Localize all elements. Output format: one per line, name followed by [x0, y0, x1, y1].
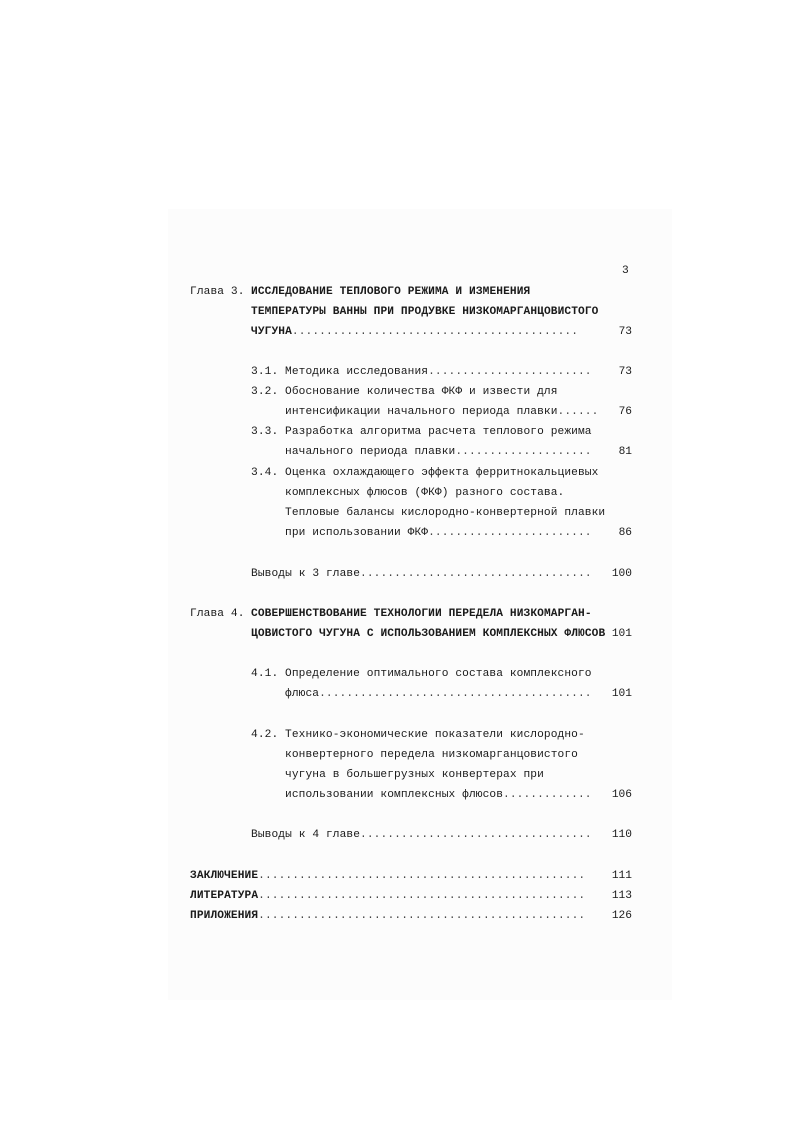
leader-dots: .................... — [455, 446, 592, 458]
leader-dots: ........................ — [428, 366, 592, 378]
toc-entry-conclusions-4[interactable] — [251, 828, 592, 842]
appendices-page: 126 — [611, 910, 632, 922]
section-4-2-page: 106 — [611, 789, 632, 801]
conclusions-4-label: Выводы к 4 главе — [251, 829, 361, 841]
section-4-2-title-line-2: конвертерного передела низкомарганцовистого — [285, 749, 578, 761]
conclusions-3-page: 100 — [611, 568, 632, 580]
section-3-3-title-line-1: Разработка алгоритма расчета теплового режима — [285, 426, 592, 438]
chapter-4-title-line-1: СОВЕРШЕНСТВОВАНИЕ ТЕХНОЛОГИИ ПЕРЕДЕЛА НИЗКОМАРГАН- — [251, 608, 592, 620]
section-3-2-page: 76 — [618, 406, 632, 418]
section-3-4-title-line-1: Оценка охлаждающего эффекта ферритнокальциевых — [285, 467, 599, 479]
toc-entry-3-4[interactable] — [285, 526, 592, 540]
section-3-2-title-line-1: Обоснование количества ФКФ и извести для — [285, 386, 558, 398]
toc-entry-chapter-3[interactable] — [251, 325, 578, 339]
chapter-3-page: 73 — [618, 326, 632, 338]
section-3-4-title-line-2: комплексных флюсов (ФКФ) разного состава. — [285, 487, 565, 499]
section-3-1-number: 3.1. — [251, 366, 279, 378]
chapter-3-label: Глава 3. — [190, 286, 245, 298]
leader-dots: ................................................ — [258, 910, 586, 922]
leader-dots: ................................................ — [258, 870, 586, 882]
leader-dots: .................................. — [360, 568, 592, 580]
chapter-3-title-line-3: ЧУГУНА — [251, 326, 292, 338]
section-4-2-title-line-3: чугуна в большегрузных конвертерах при — [285, 769, 544, 781]
section-3-2-title-line-2: интенсификации начального периода плавки — [285, 406, 558, 418]
leader-dots: .................................. — [360, 829, 592, 841]
section-4-1-title-line-1: Определение оптимального состава комплексного — [285, 668, 592, 680]
section-3-1-page: 73 — [618, 366, 632, 378]
conclusions-3-label: Выводы к 3 главе — [251, 568, 361, 580]
toc-entry-4-2[interactable] — [285, 788, 592, 802]
leader-dots: ...... — [557, 406, 599, 418]
section-3-4-number: 3.4. — [251, 467, 279, 479]
section-3-4-title-line-4: при использовании ФКФ — [285, 527, 429, 539]
section-4-1-page: 101 — [611, 688, 632, 700]
conclusion-page: 111 — [611, 870, 632, 882]
section-3-4-page: 86 — [618, 527, 632, 539]
toc-entry-4-1[interactable] — [285, 687, 592, 701]
section-4-2-title-line-4: использовании комплексных флюсов — [285, 789, 504, 801]
section-4-1-number: 4.1. — [251, 668, 279, 680]
section-3-1-title: Методика исследования — [285, 366, 429, 378]
toc-entry-chapter-4[interactable]: ЦОВИСТОГО ЧУГУНА С ИСПОЛЬЗОВАНИЕМ КОМПЛЕКСНЫХ ФЛЮСОВ — [251, 628, 606, 640]
leader-dots: ............. — [503, 789, 592, 801]
section-3-3-page: 81 — [618, 446, 632, 458]
chapter-4-label: Глава 4. — [190, 608, 245, 620]
section-3-2-number: 3.2. — [251, 386, 279, 398]
section-4-2-title-line-1: Технико-экономические показатели кислородно- — [285, 729, 585, 741]
chapter-3-title-line-2: ТЕМПЕРАТУРЫ ВАННЫ ПРИ ПРОДУВКЕ НИЗКОМАРГАНЦОВИСТОГО — [251, 306, 599, 318]
section-3-3-title-line-2: начального периода плавки — [285, 446, 456, 458]
chapter-4-page: 101 — [611, 628, 632, 640]
toc-entry-3-1[interactable] — [285, 365, 592, 379]
leader-dots: ................................................ — [258, 890, 586, 902]
toc-entry-appendices[interactable] — [190, 909, 585, 923]
chapter-3-title-line-1: ИССЛЕДОВАНИЕ ТЕПЛОВОГО РЕЖИМА И ИЗМЕНЕНИЯ — [251, 286, 531, 298]
toc-entry-conclusion[interactable] — [190, 869, 585, 883]
leader-dots: ........................ — [428, 527, 592, 539]
page-number: 3 — [622, 265, 629, 277]
section-4-2-number: 4.2. — [251, 729, 279, 741]
conclusion-label: ЗАКЛЮЧЕНИЕ — [190, 870, 259, 882]
literature-label: ЛИТЕРАТУРА — [190, 890, 259, 902]
toc-entry-3-3[interactable] — [285, 445, 592, 459]
leader-dots: .......................................... — [291, 326, 579, 338]
leader-dots: ........................................ — [319, 688, 592, 700]
appendices-label: ПРИЛОЖЕНИЯ — [190, 910, 259, 922]
section-4-1-title-line-2: флюса — [285, 688, 320, 700]
toc-entry-literature[interactable] — [190, 889, 585, 903]
literature-page: 113 — [611, 890, 632, 902]
section-3-4-title-line-3: Тепловые балансы кислородно-конвертерной плавки — [285, 507, 606, 519]
toc-entry-3-2[interactable] — [285, 405, 598, 419]
section-3-3-number: 3.3. — [251, 426, 279, 438]
conclusions-4-page: 110 — [611, 829, 632, 841]
toc-entry-conclusions-3[interactable] — [251, 567, 592, 581]
